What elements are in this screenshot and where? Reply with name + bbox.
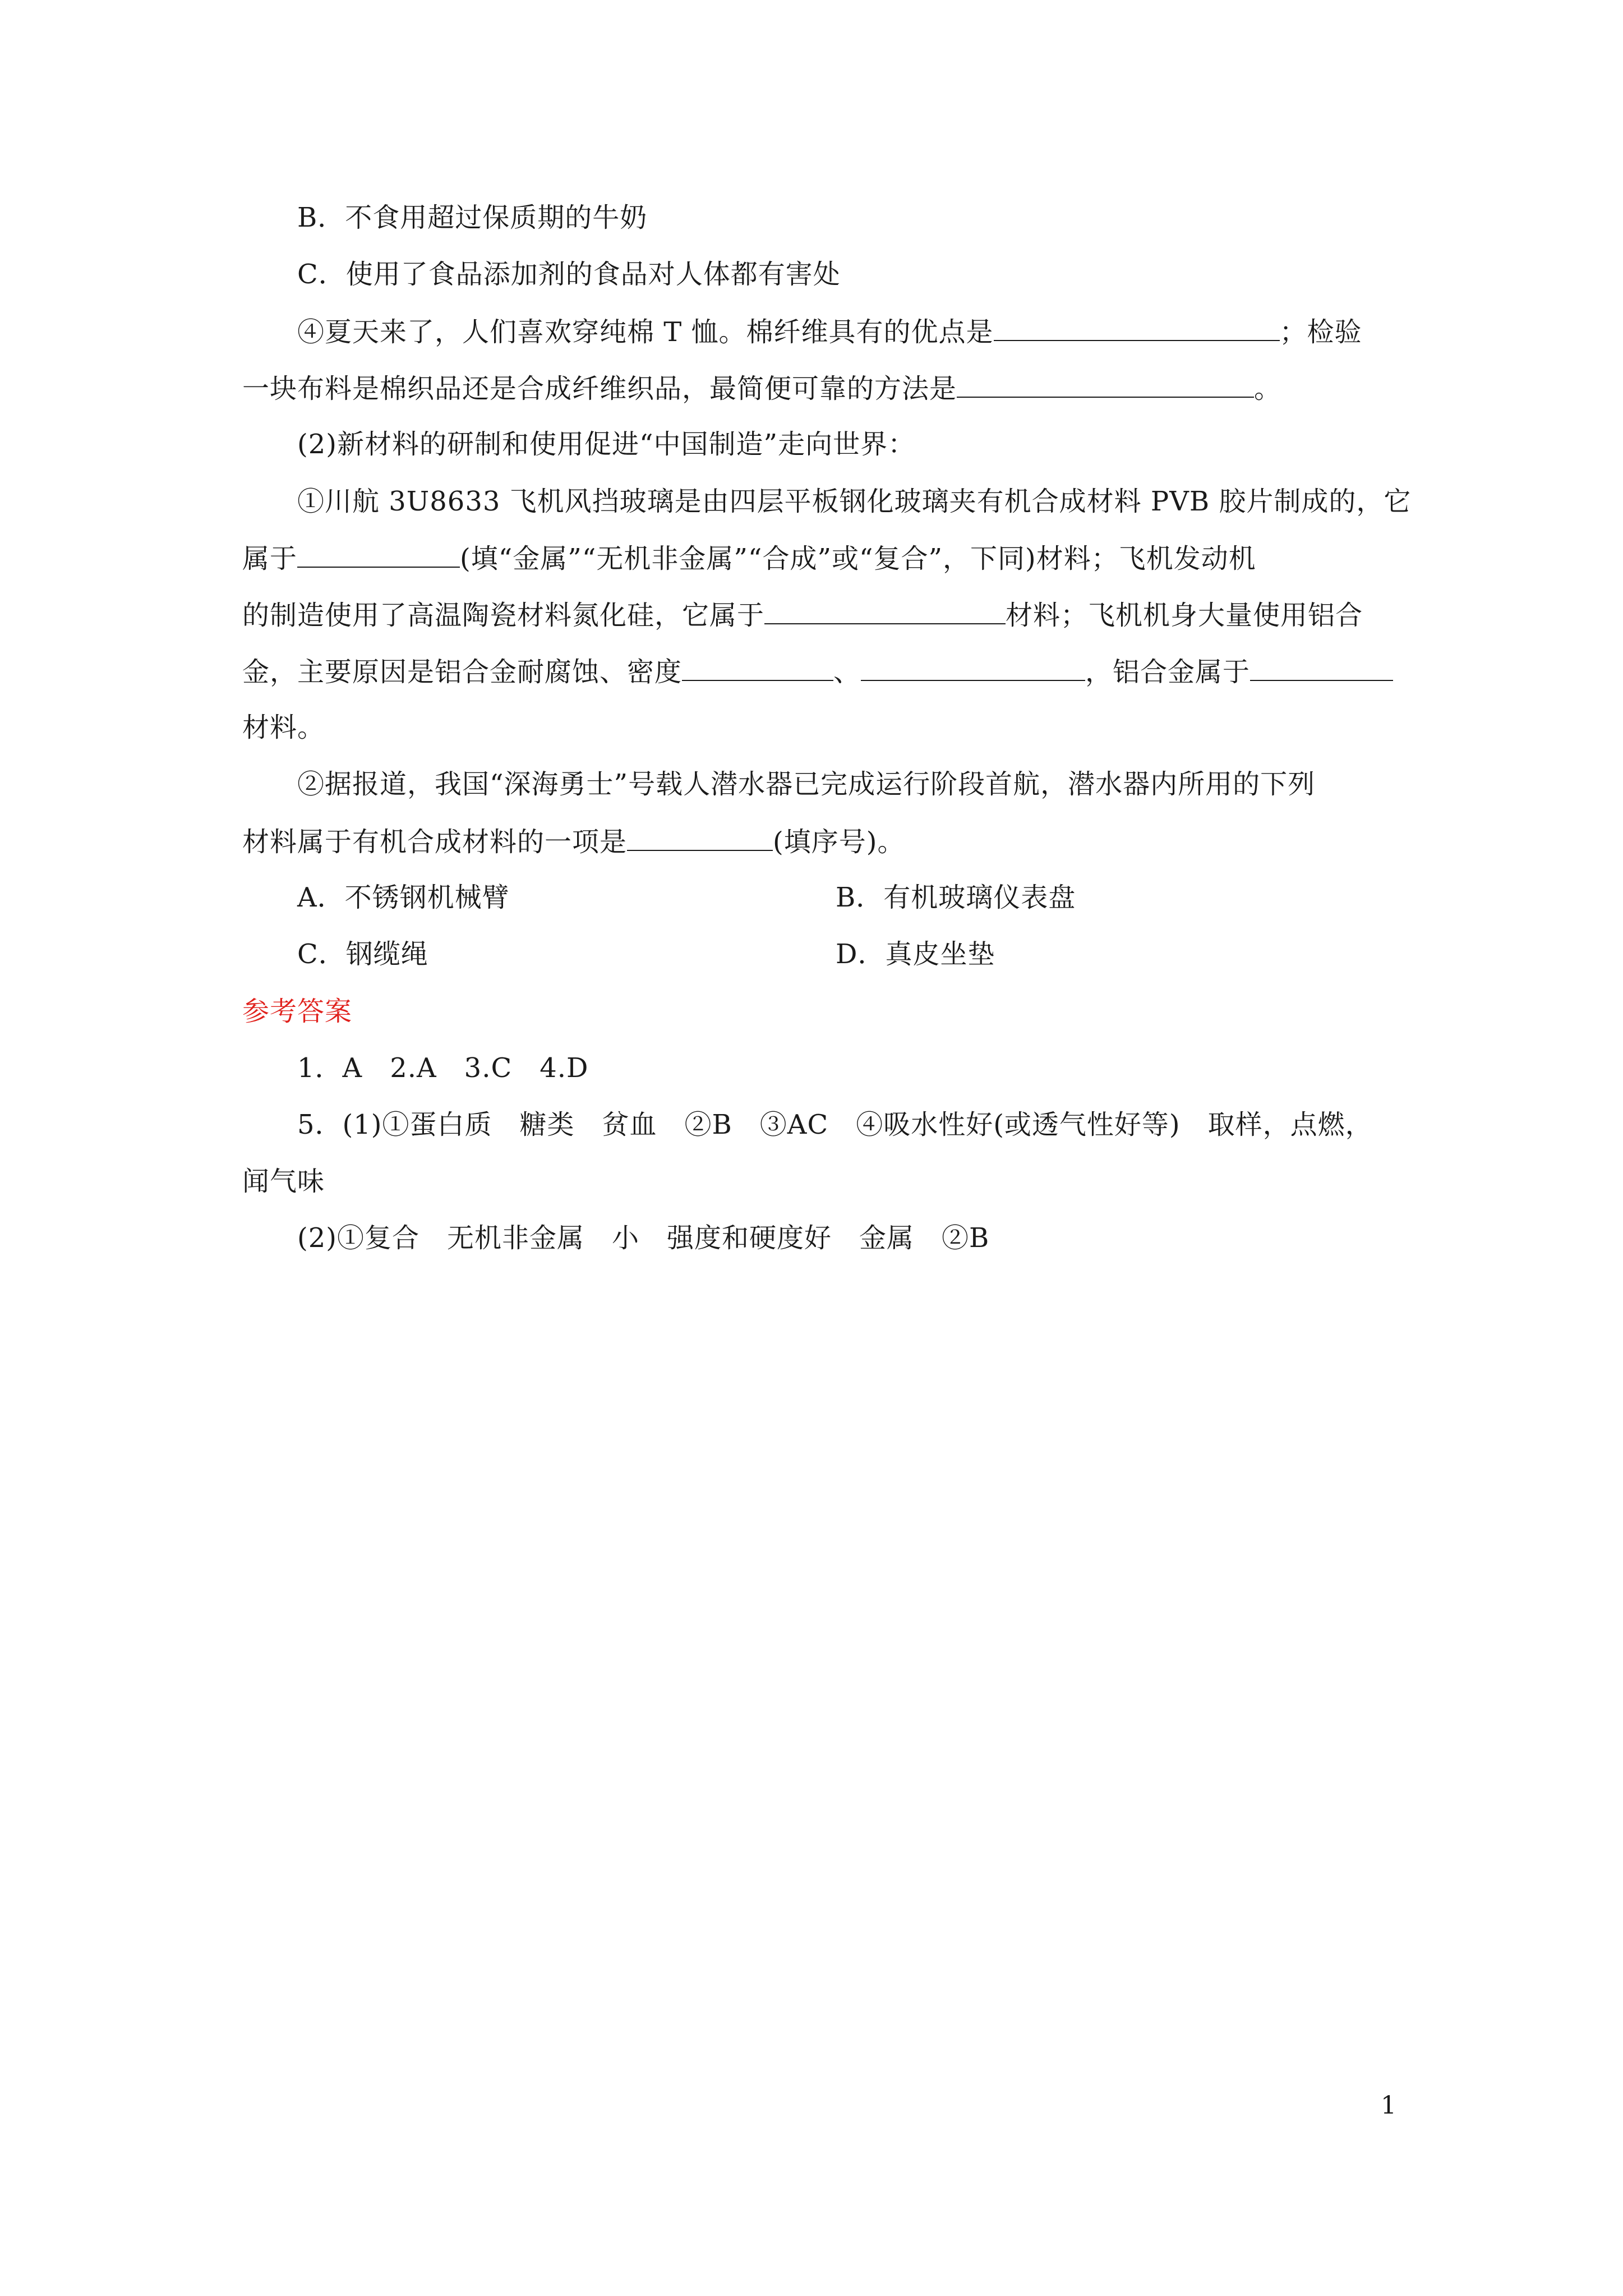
answer-blank [627, 824, 773, 851]
question-4-text-end: ；检验 [1279, 316, 1362, 348]
question-2-1-line-2 [242, 541, 1256, 576]
question-2-1-text-e: 金，主要原因是铝合金耐腐蚀、密度 [242, 656, 683, 688]
question-4-line-1 [297, 314, 1362, 349]
answer-blank [994, 314, 1280, 341]
question-2-1-line-5: 材料。 [242, 712, 325, 743]
question-2-2-line-2 [242, 824, 905, 859]
answer-line-2: 5．(1)①蛋白质 糖类 贫血 ②B ③AC ④吸水性好(或透气性好等) 取样，点燃， [297, 1109, 1373, 1140]
page-number: 1 [1381, 2091, 1396, 2120]
question-2-1-separator: 、 [833, 656, 861, 688]
choice-d: D．真皮坐垫 [836, 938, 995, 970]
answer-line-1: 1．A 2.A 3.C 4.D [297, 1052, 589, 1084]
choice-c: C．钢缆绳 [297, 938, 428, 970]
question-2-1-text-d: 材料；飞机机身大量使用铝合 [1006, 600, 1363, 631]
answer-line-3: 闻气味 [242, 1166, 325, 1197]
question-4-line-2 [242, 371, 1281, 406]
question-2-1-line-4 [242, 654, 1393, 689]
answer-blank [1250, 654, 1393, 681]
question-2-1-line-3 [242, 597, 1363, 632]
question-2-title: (2)新材料的研制和使用促进“中国制造”走向世界： [297, 429, 916, 460]
question-4-text-2: 一块布料是棉织品还是合成纤维织品，最简便可靠的方法是 [242, 373, 957, 404]
answer-blank [764, 597, 1006, 624]
question-2-2-line-1: ②据报道，我国“深海勇士”号载人潜水器已完成运行阶段首航，潜水器内所用的下列 [297, 769, 1316, 800]
question-2-2-text-b: (填序号)。 [773, 826, 905, 858]
question-2-1-text-b: (填“金属”“无机非金属”“合成”或“复合”，下同)材料；飞机发动机 [460, 543, 1256, 574]
option-c-text: C．使用了食品添加剂的食品对人体都有害处 [297, 259, 841, 290]
option-b-text: B．不食用超过保质期的牛奶 [297, 202, 648, 233]
question-2-1-text-c: 的制造使用了高温陶瓷材料氮化硅，它属于 [242, 600, 765, 631]
answer-heading: 参考答案 [242, 996, 353, 1027]
question-2-2-text-a: 材料属于有机合成材料的一项是 [242, 826, 628, 858]
choice-b: B．有机玻璃仪表盘 [836, 882, 1076, 913]
choice-a: A．不锈钢机械臂 [297, 882, 510, 913]
answer-blank [682, 654, 833, 681]
answer-blank [957, 371, 1254, 398]
question-4-period: 。 [1254, 373, 1282, 404]
question-4-text: ④夏天来了，人们喜欢穿纯棉 T 恤。棉纤维具有的优点是 [297, 316, 994, 348]
answer-blank [297, 541, 460, 568]
question-2-1-text-a: 属于 [242, 543, 298, 574]
answer-line-4: (2)①复合 无机非金属 小 强度和硬度好 金属 ②B [297, 1222, 990, 1254]
question-2-1-text-f: ，铝合金属于 [1085, 656, 1251, 688]
answer-blank [861, 654, 1085, 681]
question-2-1-line-1: ①川航 3U8633 飞机风挡玻璃是由四层平板钢化玻璃夹有机合成材料 PVB 胶片制成的，它 [297, 486, 1412, 517]
